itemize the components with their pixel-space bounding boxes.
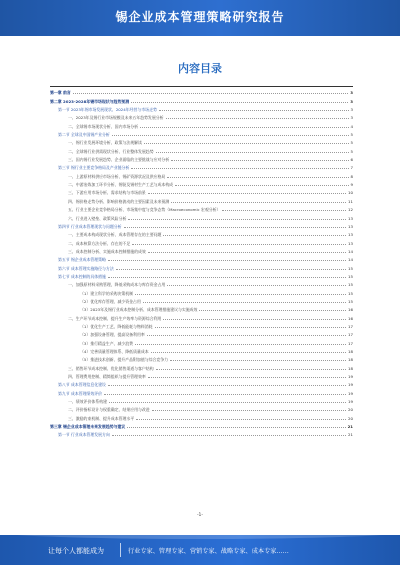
toc-entry[interactable] bbox=[50, 387, 353, 395]
toc-entry[interactable] bbox=[50, 312, 353, 320]
toc-entry-title: 第一节 2023年锡市场发展现状、2024年经营与市场走势 bbox=[58, 107, 157, 113]
toc-leader-dots bbox=[166, 117, 349, 119]
toc-entry[interactable] bbox=[50, 229, 353, 237]
toc-entry-page: 14 bbox=[348, 248, 353, 254]
toc-leader-dots bbox=[108, 276, 346, 278]
page-number: -1- bbox=[196, 513, 204, 518]
toc-entry-page: 13 bbox=[348, 240, 353, 246]
toc-entry-title: 二、成本核算方法分析、存在的不足 bbox=[68, 240, 131, 246]
toc-leader-dots bbox=[108, 259, 346, 261]
toc-entry[interactable] bbox=[50, 304, 353, 312]
toc-leader-dots bbox=[108, 384, 346, 386]
toc-entry[interactable] bbox=[50, 396, 353, 404]
toc-leader-dots bbox=[156, 151, 349, 153]
toc-entry[interactable] bbox=[50, 154, 353, 162]
toc-entry-page: 6 bbox=[350, 157, 353, 163]
toc-entry[interactable] bbox=[50, 296, 353, 304]
toc-entry-page: 15 bbox=[348, 298, 353, 304]
toc-leader-dots bbox=[135, 293, 346, 295]
toc-entry-page: 16 bbox=[348, 307, 353, 313]
table-of-contents bbox=[50, 86, 353, 437]
toc-leader-dots bbox=[136, 418, 346, 420]
toc-entry-title: 四、管理费用控制、精简组织与提升管理效率 bbox=[68, 374, 146, 380]
toc-leader-dots bbox=[131, 101, 348, 103]
toc-entry-title: （4）完善质量管理体系、降低质量成本 bbox=[80, 349, 149, 354]
toc-entry[interactable] bbox=[50, 195, 353, 203]
toc-entry-page: 18 bbox=[348, 357, 353, 363]
report-header-banner bbox=[0, 0, 400, 36]
toc-entry-title: （1）建立科学的采购决策机制 bbox=[80, 290, 134, 296]
toc-entry[interactable] bbox=[50, 187, 353, 195]
toc-entry[interactable] bbox=[50, 421, 353, 429]
toc-entry-page: 19 bbox=[348, 374, 353, 380]
toc-leader-dots bbox=[116, 268, 346, 270]
toc-entry-page: 21 bbox=[347, 424, 353, 430]
toc-entry-page: 17 bbox=[348, 332, 353, 338]
toc-entry-title: 第三节 锡行业主要竞争格局及产业链分析 bbox=[58, 165, 130, 171]
toc-entry-title: 三、国内锡行业发展趋势、企业面临的主要挑战与应对分析 bbox=[68, 157, 170, 163]
toc-entry-page: 4 bbox=[350, 123, 353, 129]
toc-leader-dots bbox=[170, 359, 346, 361]
toc-leader-dots bbox=[175, 184, 348, 186]
toc-entry-page: 18 bbox=[348, 365, 353, 371]
toc-entry-page: 19 bbox=[348, 382, 353, 388]
toc-entry-page: 20 bbox=[348, 415, 353, 421]
toc-entry[interactable] bbox=[50, 87, 353, 95]
toc-leader-dots bbox=[112, 434, 346, 436]
toc-entry-page: 15 bbox=[348, 282, 353, 288]
toc-entry-title: 三、成本控制分析、实施成本控制措施的成效 bbox=[68, 248, 146, 254]
toc-entry-page: 13 bbox=[348, 232, 353, 238]
toc-entry-page: 5 bbox=[350, 148, 353, 154]
toc-leader-dots bbox=[199, 309, 346, 311]
toc-leader-dots bbox=[147, 334, 346, 336]
toc-entry-page: 11 bbox=[348, 198, 353, 204]
toc-entry[interactable] bbox=[50, 362, 353, 370]
toc-entry-title: 第三章 锡企业成本管理未来发展趋势与建议 bbox=[50, 424, 126, 430]
toc-entry-title: 第一章 前言 bbox=[50, 90, 71, 96]
toc-entry[interactable] bbox=[50, 112, 353, 120]
toc-entry-title: 二、中游冶炼加工环节分析、锡锭及锡材生产工艺与成本构成 bbox=[68, 182, 174, 188]
toc-entry-title: 第一节 行业成本管理发展方向 bbox=[58, 432, 110, 438]
toc-entry-title: 第二节 全球及中国锡产业分析 bbox=[58, 132, 110, 138]
toc-leader-dots bbox=[112, 134, 349, 136]
toc-entry-page: 3 bbox=[350, 107, 353, 113]
toc-entry-title: 第七节 成本控制的具体措施 bbox=[58, 273, 106, 279]
toc-leader-dots bbox=[148, 376, 346, 378]
toc-entry[interactable] bbox=[50, 329, 353, 337]
toc-entry[interactable] bbox=[50, 354, 353, 362]
toc-leader-dots bbox=[131, 167, 348, 169]
toc-entry[interactable] bbox=[50, 137, 353, 145]
toc-entry-page: 15 bbox=[348, 265, 353, 271]
toc-entry[interactable] bbox=[50, 404, 353, 412]
toc-entry[interactable] bbox=[50, 162, 353, 170]
toc-entry[interactable] bbox=[50, 104, 353, 112]
toc-entry[interactable] bbox=[50, 129, 353, 137]
toc-entry-title: 第五节 锡企业成本管理策略 bbox=[58, 257, 106, 263]
toc-entry-title: 一、上游原材料供应市场分析、锡矿资源状况及供应格局 bbox=[68, 173, 166, 179]
toc-entry-page: 5 bbox=[350, 140, 353, 146]
toc-entry[interactable] bbox=[50, 120, 353, 128]
toc-entry[interactable] bbox=[50, 262, 353, 270]
toc-entry[interactable] bbox=[50, 412, 353, 420]
toc-leader-dots bbox=[163, 234, 346, 236]
report-title: 锡企业成本管理策略研究报告 bbox=[115, 10, 285, 24]
toc-entry[interactable] bbox=[50, 254, 353, 262]
toc-entry[interactable] bbox=[50, 271, 353, 279]
toc-entry-title: 二、全球锡行业供需现状分析、行业整体发展趋势 bbox=[68, 148, 154, 154]
toc-entry[interactable] bbox=[50, 346, 353, 354]
toc-entry-page: 12 bbox=[348, 207, 353, 213]
toc-leader-dots bbox=[143, 301, 346, 303]
toc-leader-dots bbox=[148, 192, 346, 194]
toc-entry-page: 3 bbox=[350, 98, 353, 104]
toc-heading: 内容目录 bbox=[178, 62, 222, 75]
toc-entry-title: （2）加强设备管理、提高设备利用率 bbox=[80, 332, 145, 338]
toc-entry-title: 三、销售环节成本控制、优化销售渠道与客户结构 bbox=[68, 365, 154, 371]
toc-leader-dots bbox=[171, 201, 346, 203]
toc-entry-title: 三、激励约束机制、提升成本管理水平 bbox=[68, 415, 135, 421]
footer-tagline: 行业专家、管理专家、营销专家、战略专家、成本专家…… bbox=[128, 548, 289, 555]
toc-leader-dots bbox=[222, 209, 346, 211]
toc-leader-dots bbox=[132, 243, 346, 245]
toc-entry[interactable] bbox=[50, 95, 353, 103]
toc-entry-title: 第九节 成本管理绩效评价 bbox=[58, 390, 103, 396]
toc-entry-title: 第四节 行业成本管理现状与问题分析 bbox=[58, 223, 122, 229]
toc-entry[interactable] bbox=[50, 337, 353, 345]
toc-entry-page: 13 bbox=[348, 215, 353, 221]
toc-entry-page: 3 bbox=[350, 90, 353, 96]
toc-leader-dots bbox=[127, 426, 345, 428]
footer-banner bbox=[0, 535, 400, 565]
toc-entry-title: （5）推进技术创新、提升产品附加值与综合竞争力 bbox=[80, 357, 169, 363]
toc-entry-title: 一、绩效评价体系构建 bbox=[68, 399, 107, 405]
toc-entry[interactable] bbox=[50, 287, 353, 295]
toc-leader-dots bbox=[140, 126, 348, 128]
toc-entry-page: 8 bbox=[350, 173, 353, 179]
toc-entry-page: 5 bbox=[350, 132, 353, 138]
toc-entry-title: （3）2023年及锡行业成本控制分析、成本管理措施建议与实施成效 bbox=[80, 307, 198, 313]
toc-leader-dots bbox=[128, 218, 346, 220]
toc-entry-page: 19 bbox=[348, 399, 353, 405]
toc-entry[interactable] bbox=[50, 379, 353, 387]
toc-entry-page: 3 bbox=[350, 115, 353, 121]
toc-leader-dots bbox=[156, 368, 346, 370]
toc-entry-page: 9 bbox=[350, 182, 353, 188]
toc-entry-page: 7 bbox=[350, 165, 353, 171]
toc-entry[interactable] bbox=[50, 279, 353, 287]
toc-leader-dots bbox=[124, 226, 347, 228]
toc-entry-title: 三、下游应用市场分析、需求结构与市场前景 bbox=[68, 190, 146, 196]
toc-leader-dots bbox=[167, 284, 346, 286]
toc-entry-title: 一、锡行业发展环境分析、政策与法规解读 bbox=[68, 140, 142, 146]
toc-entry-title: 四、锡价格走势分析、影响价格波动的主要因素及未来预测 bbox=[68, 198, 170, 204]
footer-slogan: 让每个人都能成为 bbox=[48, 547, 104, 555]
toc-entry-page: 17 bbox=[348, 340, 353, 346]
toc-entry-title: 六、行业进入壁垒、政策风险分析 bbox=[68, 215, 127, 221]
toc-entry-page: 16 bbox=[348, 315, 353, 321]
toc-entry[interactable] bbox=[50, 221, 353, 229]
toc-entry-title: 五、行业主要企业竞争格局分析、市场集中度与竞争态势（Macroeconomic 宏观分析） bbox=[68, 207, 221, 213]
toc-entry-page: 13 bbox=[348, 223, 353, 229]
toc-entry[interactable] bbox=[50, 170, 353, 178]
toc-leader-dots bbox=[144, 142, 349, 144]
toc-entry-title: （3）推行精益生产、减少浪费 bbox=[80, 340, 134, 346]
toc-entry[interactable] bbox=[50, 237, 353, 245]
toc-entry-page: 19 bbox=[348, 390, 353, 396]
toc-entry-page: 10 bbox=[348, 190, 353, 196]
toc-leader-dots bbox=[155, 326, 347, 328]
toc-leader-dots bbox=[109, 401, 346, 403]
toc-leader-dots bbox=[135, 343, 346, 345]
toc-entry-page: 21 bbox=[348, 432, 353, 438]
toc-entry[interactable] bbox=[50, 246, 353, 254]
toc-entry-page: 15 bbox=[348, 273, 353, 279]
toc-leader-dots bbox=[171, 159, 348, 161]
toc-entry-title: 一、主要成本构成现状分析、成本管理存在的主要问题 bbox=[68, 232, 162, 238]
toc-entry-title: 一、2023年及锡行业市场规模及未来五年趋势发展分析 bbox=[68, 115, 164, 121]
toc-entry[interactable] bbox=[50, 321, 353, 329]
toc-entry-title: （2）优化库存管理、减少资金占用 bbox=[80, 298, 141, 304]
toc-entry-title: 一、加强原材料采购管理，降低采购成本与库存资金占用 bbox=[68, 282, 166, 288]
toc-entry-title: 二、生产环节成本控制、提升生产效率与资源综合利用 bbox=[68, 315, 162, 321]
toc-entry-page: 20 bbox=[348, 407, 353, 413]
toc-leader-dots bbox=[73, 92, 348, 94]
toc-entry-title: 第八节 成本管理信息化建设 bbox=[58, 382, 106, 388]
toc-entry-title: 二、全球锡市场现状分析、国内市场分析 bbox=[68, 123, 139, 129]
toc-entry-page: 15 bbox=[348, 290, 353, 296]
toc-leader-dots bbox=[163, 318, 346, 320]
toc-leader-dots bbox=[151, 351, 346, 353]
toc-entry-page: 18 bbox=[348, 349, 353, 354]
toc-entry-title: 第二章 2023-2028年锡市场现状与趋势预测 bbox=[50, 98, 130, 104]
toc-leader-dots bbox=[159, 109, 349, 111]
toc-entry[interactable] bbox=[50, 179, 353, 187]
toc-entry-page: 14 bbox=[348, 257, 353, 263]
toc-entry-page: 17 bbox=[348, 323, 353, 329]
footer-divider bbox=[120, 543, 121, 557]
toc-leader-dots bbox=[167, 176, 348, 178]
toc-entry-title: 二、评价指标设计与权重确定、结果应用与改进 bbox=[68, 407, 150, 413]
footer-decoration bbox=[0, 535, 400, 539]
toc-entry[interactable] bbox=[50, 204, 353, 212]
toc-leader-dots bbox=[104, 393, 346, 395]
toc-leader-dots bbox=[152, 409, 346, 411]
toc-entry-title: 第六节 成本管理实施路径与方法 bbox=[58, 265, 114, 271]
toc-entry[interactable] bbox=[50, 212, 353, 220]
toc-entry[interactable] bbox=[50, 429, 353, 437]
toc-leader-dots bbox=[148, 251, 346, 253]
toc-entry-title: （1）优化生产工艺、降低能耗与物料消耗 bbox=[80, 323, 153, 329]
toc-entry[interactable] bbox=[50, 145, 353, 153]
toc-entry[interactable] bbox=[50, 371, 353, 379]
